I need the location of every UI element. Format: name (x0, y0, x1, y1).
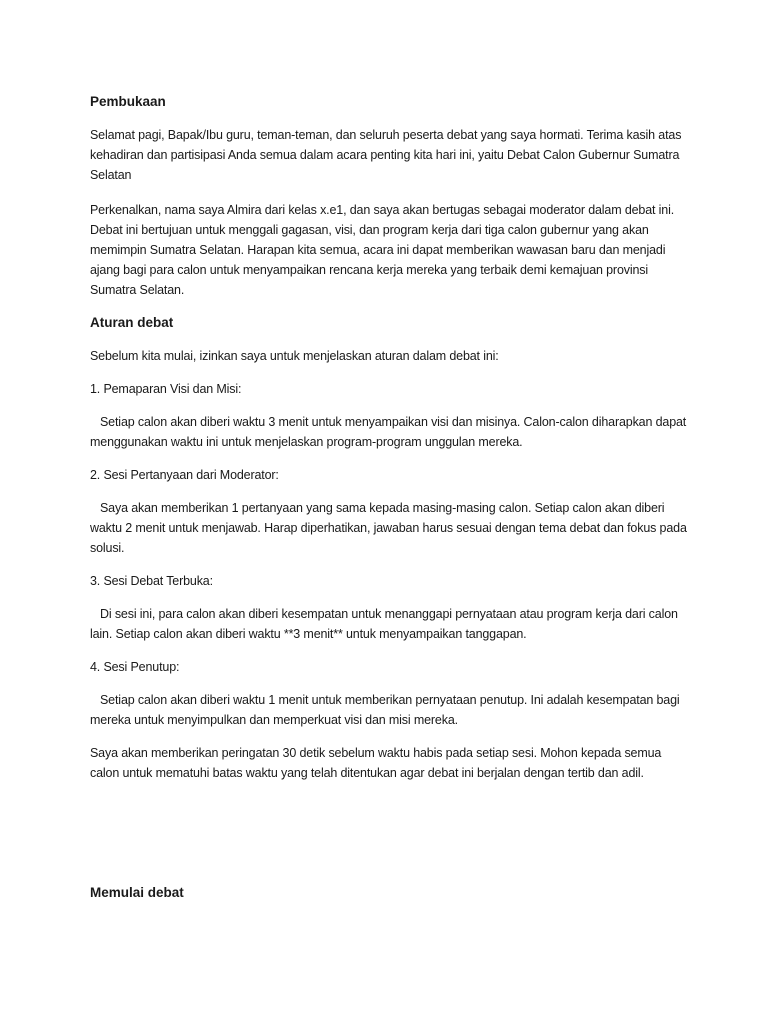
rule-body-2: Saya akan memberikan 1 pertanyaan yang sama kepada masing-masing calon. Setiap calon akan diberi waktu 2 menit untuk menjawab. Harap diperhatikan, jawaban harus sesuai dengan tema debat dan fokus pada solusi. (90, 501, 687, 555)
document-page (90, 0, 690, 1024)
rule-title-3: 3. Sesi Debat Terbuka: (90, 574, 213, 588)
rule-body-3: Di sesi ini, para calon akan diberi kesempatan untuk menanggapi pernyataan atau program kerja dari calon lain. Setiap calon akan diberi waktu **3 menit** untuk menyampaikan tanggapan. (90, 607, 678, 641)
rules-closing-paragraph: Saya akan memberikan peringatan 30 detik sebelum waktu habis pada setiap sesi. Mohon kepada semua calon untuk mematuhi batas waktu yang telah ditentukan agar debat ini berjalan dengan tertib dan adil. (90, 746, 662, 780)
rule-body-1: Setiap calon akan diberi waktu 3 menit untuk menyampaikan visi dan misinya. Calon-calon diharapkan dapat menggunakan waktu ini untuk menjelaskan program-program unggulan mereka. (90, 415, 687, 449)
opening-paragraph-introduction: Perkenalkan, nama saya Almira dari kelas x.e1, dan saya akan bertugas sebagai moderator dalam debat ini. Debat ini bertujuan untuk menggali gagasan, visi, dan program kerja dari tiga calon gubernur yang akan memimpin Sumatra Selatan. Harapan kita semua, acara ini dapat memberikan wawasan baru dan menjadi ajang bagi para calon untuk menyampaikan rencana kerja mereka yang terbaik demi kemajuan provinsi Sumatra Selatan. (90, 203, 675, 297)
opening-paragraph-greeting: Selamat pagi, Bapak/Ibu guru, teman-teman, dan seluruh peserta debat yang saya hormati. Terima kasih atas kehadiran dan partisipasi Anda semua dalam acara penting kita hari ini, yaitu Debat Calon Gubernur Sumatra Selatan (90, 128, 682, 182)
heading-aturan-debat: Aturan debat (90, 315, 174, 330)
heading-pembukaan: Pembukaan (90, 94, 166, 109)
heading-memulai-debat: Memulai debat (90, 885, 184, 900)
rule-title-2: 2. Sesi Pertanyaan dari Moderator: (90, 468, 279, 482)
rule-title-1: 1. Pemaparan Visi dan Misi: (90, 382, 242, 396)
rule-title-4: 4. Sesi Penutup: (90, 660, 180, 674)
rules-intro: Sebelum kita mulai, izinkan saya untuk menjelaskan aturan dalam debat ini: (90, 349, 499, 363)
rule-body-4: Setiap calon akan diberi waktu 1 menit untuk memberikan pernyataan penutup. Ini adalah kesempatan bagi mereka untuk menyimpulkan dan memperkuat visi dan misi mereka. (90, 693, 680, 727)
